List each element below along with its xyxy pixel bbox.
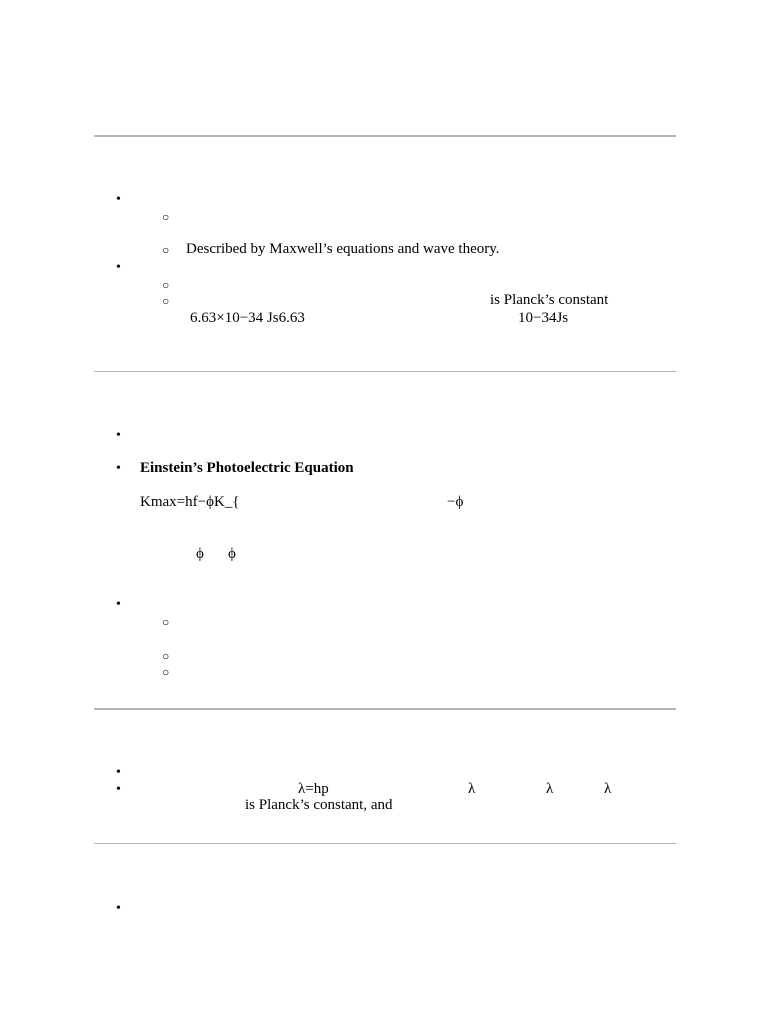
photoelectric-equation-heading: Einstein’s Photoelectric Equation <box>140 460 354 476</box>
bullet-marker: • <box>116 901 121 916</box>
bullet-marker: • <box>116 428 121 443</box>
work-function-symbol: ϕ <box>228 546 236 562</box>
sub-bullet-marker: ○ <box>162 210 170 224</box>
bullet-marker: • <box>116 192 121 207</box>
section-divider <box>94 843 676 844</box>
photoelectric-equation-left: Kmax=hf−ϕK_{ <box>140 494 240 510</box>
bullet-marker: • <box>116 260 121 275</box>
sub-bullet-marker: ○ <box>162 294 170 308</box>
sub-bullet-marker: ○ <box>162 243 170 257</box>
sub-bullet-marker: ○ <box>162 615 170 629</box>
planck-value-text: 6.63×10−34 Js6.63 <box>190 310 305 326</box>
photoelectric-equation-right: −ϕ <box>447 494 464 510</box>
bullet-marker: • <box>116 461 121 476</box>
wavelength-symbol: λ <box>604 781 612 797</box>
planck-constant-note: is Planck’s constant, and <box>245 797 393 813</box>
sub-bullet-marker: ○ <box>162 649 170 663</box>
de-broglie-formula: λ=hp <box>298 781 329 797</box>
sub-bullet-marker: ○ <box>162 665 170 679</box>
bullet-marker: • <box>116 782 121 797</box>
sub-bullet-marker: ○ <box>162 278 170 292</box>
planck-exponent-text: 10−34Js <box>518 310 569 326</box>
section-divider <box>94 135 676 137</box>
planck-constant-text: is Planck’s constant <box>490 292 609 308</box>
bullet-marker: • <box>116 765 121 780</box>
work-function-symbol: ϕ <box>196 546 204 562</box>
wavelength-symbol: λ <box>468 781 476 797</box>
section-divider <box>94 371 676 372</box>
wave-theory-text: Described by Maxwell’s equations and wave theory. <box>186 241 500 257</box>
bullet-marker: • <box>116 597 121 612</box>
section-divider <box>94 708 676 710</box>
wavelength-symbol: λ <box>546 781 554 797</box>
